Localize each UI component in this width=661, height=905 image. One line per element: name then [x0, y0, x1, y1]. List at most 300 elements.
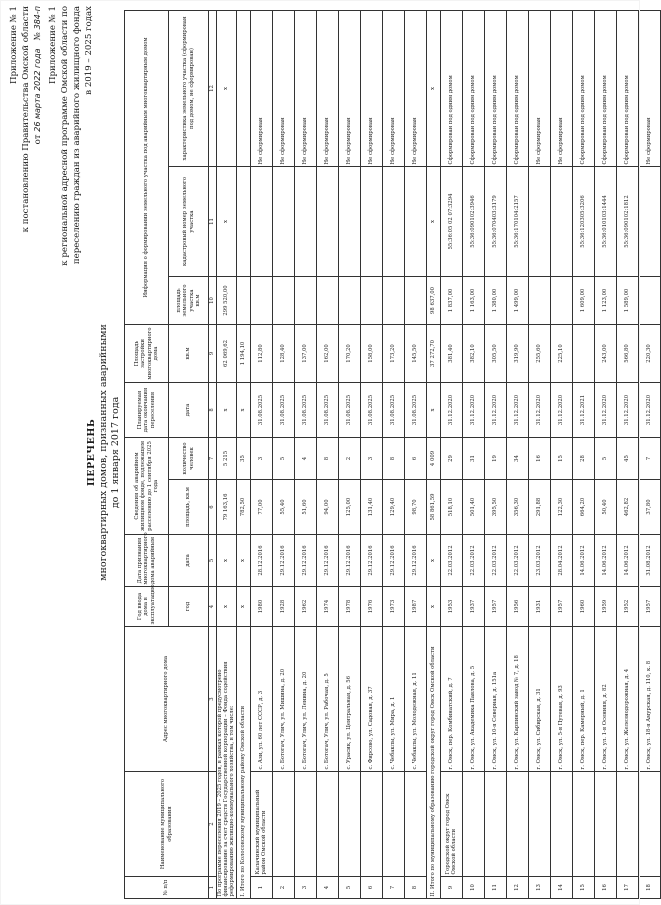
table-cell: г. Омск, ул. Академика Павлова, д. 5: [462, 627, 484, 772]
table-row: [528, 10, 550, 898]
table-cell: 8: [404, 877, 426, 899]
table-cell: 58 861,59: [426, 480, 440, 535]
appendix-label-second: Приложение № 1: [48, 6, 58, 84]
column-number: 12: [209, 10, 217, 166]
table-cell: 29.12.2016: [294, 535, 316, 587]
table-cell: [272, 276, 294, 324]
decree-line: к постановлению Правительства Омской области: [21, 6, 31, 233]
table-cell: с. Урасик, ул. Центральная, д. 56: [338, 627, 360, 772]
table-cell: 125,00: [338, 480, 360, 535]
table-cell: x: [217, 382, 237, 437]
table-cell: с. Ботогач, Улич, ул. Ленина, д. 20: [294, 627, 316, 772]
header-date-recognition: Дата признания многоквартирного дома аварийным: [125, 535, 169, 587]
table-cell: 4 009: [426, 437, 440, 479]
column-number: 7: [209, 437, 217, 479]
table-cell: [506, 772, 528, 877]
table-cell: 462,82: [616, 480, 638, 535]
table-cell: 14.06.2012: [572, 535, 594, 587]
table-cell: [404, 772, 426, 877]
table-cell: 1978: [338, 587, 360, 627]
table-cell: 5: [272, 437, 294, 479]
table-cell: 55:36:120305:3206: [572, 166, 594, 276]
table-cell: 381,40: [440, 324, 462, 382]
column-number: 9: [209, 324, 217, 382]
houses-table-wrap: [124, 11, 661, 899]
table-cell: 782,50: [236, 480, 250, 535]
table-cell: 299 520,00: [217, 276, 237, 324]
table-cell: 15: [572, 877, 594, 899]
table-cell: Не сформирован: [528, 10, 550, 166]
table-cell: [638, 166, 660, 276]
table-cell: 23.03.2012: [528, 535, 550, 587]
table-row: [484, 10, 506, 898]
header-municipality: Наименование муниципального образования: [125, 772, 209, 877]
table-cell: Не сформирован: [272, 10, 294, 166]
header-planned-date: Планируемая дата окончания переселения: [125, 382, 169, 437]
table-cell: [382, 276, 404, 324]
table-cell: г. Омск, ул. Железнодорожная, д. 4: [616, 627, 638, 772]
table-cell: 37 272,70: [426, 324, 440, 382]
subheader-land-sqm: кв.м: [194, 294, 201, 307]
table-cell: x: [217, 535, 237, 587]
table-cell: 3: [360, 437, 382, 479]
table-cell: 1 609,00: [572, 276, 594, 324]
table-cell: 382,10: [462, 324, 484, 382]
table-cell: 291,88: [528, 480, 550, 535]
table-cell: 319,90: [506, 324, 528, 382]
table-cell: [528, 166, 550, 276]
table-cell: 55:36:05 02 07:3294: [440, 166, 462, 276]
column-number: 10: [209, 276, 217, 324]
table-cell: [550, 276, 572, 324]
table-cell: 173,20: [382, 324, 404, 382]
table-cell: Сформирован под одним домом: [462, 10, 484, 166]
table-cell: Не сформирован: [550, 10, 572, 166]
table-cell: 62 069,62: [217, 324, 237, 382]
table-cell: 1928: [272, 587, 294, 627]
header-no: № п/п: [125, 877, 209, 899]
table-row: [594, 10, 616, 898]
table-cell: 7: [638, 437, 660, 479]
table-cell: 22.03.2012: [440, 535, 462, 587]
table-cell: 98,70: [404, 480, 426, 535]
table-cell: 3: [250, 437, 272, 479]
table-cell: 664,20: [572, 480, 594, 535]
table-cell: 158,00: [360, 324, 382, 382]
table-cell: 29.12.2016: [404, 535, 426, 587]
table-cell: x: [217, 587, 237, 627]
table-cell: 28: [572, 437, 594, 479]
table-cell: 55:36:090102:3946: [462, 166, 484, 276]
table-cell: 170,20: [338, 324, 360, 382]
table-cell: 77,00: [250, 480, 272, 535]
table-cell: [338, 276, 360, 324]
table-cell: 1959: [594, 587, 616, 627]
subheader-residents: количество человек: [169, 437, 209, 479]
subheader-sqm: кв.м: [169, 324, 209, 382]
title-line-1: ПЕРЕЧЕНЬ: [86, 418, 97, 487]
program-line-2: переселению граждан из аварийного жилищного фонда: [72, 6, 82, 265]
table-cell: [404, 166, 426, 276]
table-cell: 55:36:010103:1444: [594, 166, 616, 276]
table-cell: 29.12.2016: [338, 535, 360, 587]
table-cell: [294, 166, 316, 276]
table-cell: [338, 772, 360, 877]
table-cell: 1931: [528, 587, 550, 627]
table-cell: 1974: [316, 587, 338, 627]
table-row: [550, 10, 572, 898]
table-cell: 31.08.2025: [338, 382, 360, 437]
subheader-characteristic: характеристика земельного участка (сформирован под домом, не сформирован): [169, 10, 209, 166]
column-number-row: [209, 10, 217, 898]
table-cell: 31.08.2025: [294, 382, 316, 437]
table-cell: 31.08.2025: [316, 382, 338, 437]
table-cell: x: [426, 535, 440, 587]
table-cell: 35: [236, 437, 250, 479]
table-cell: 31.12.2020: [528, 382, 550, 437]
table-cell: 137,00: [294, 324, 316, 382]
table-cell: 501,40: [462, 480, 484, 535]
table-cell: 5: [594, 437, 616, 479]
table-cell: 1 380,00: [484, 276, 506, 324]
table-cell: Не сформирован: [404, 10, 426, 166]
table-cell: 51,60: [294, 480, 316, 535]
column-number: 8: [209, 382, 217, 437]
table-cell: 31.08.2012: [638, 535, 660, 587]
table-row: [404, 10, 426, 898]
table-cell: 31.12.2021: [572, 382, 594, 437]
column-number: 6: [209, 480, 217, 535]
subheader-date: дата: [169, 535, 209, 587]
table-cell: 18: [638, 877, 660, 899]
column-number: 5: [209, 535, 217, 587]
table-cell: [294, 772, 316, 877]
program-line-3: в 2019 – 2025 годах: [84, 6, 94, 95]
title-line-2: многоквартирных домов, признанных аварийными: [98, 324, 109, 581]
table-cell: 1957: [484, 587, 506, 627]
table-cell: 1937: [462, 587, 484, 627]
table-cell: x: [236, 382, 250, 437]
table-cell: Не сформирован: [316, 10, 338, 166]
table-cell: 1957: [550, 587, 572, 627]
number-value: 384-п: [33, 6, 42, 30]
table-cell: Не сформирован: [294, 10, 316, 166]
header-demolition-area: Площадь застройки многоквартирного дома: [125, 324, 169, 382]
date-value: 26 марта 2022 года: [33, 48, 42, 132]
table-cell: I. Итого по Колосовскому муниципальному району Омской области: [236, 627, 250, 899]
table-cell: 122,30: [550, 480, 572, 535]
subheader-cadastral: кадастровый номер земельного участка: [169, 166, 209, 276]
table-cell: 1 194,10: [236, 324, 250, 382]
table-cell: г. Омск, ул. Сибирская, д. 31: [528, 627, 550, 772]
table-cell: 79 163,16: [217, 480, 237, 535]
table-cell: 15: [550, 437, 572, 479]
table-cell: г. Омск, ул. 1-я Осенняя, д. 82: [594, 627, 616, 772]
table-cell: [550, 166, 572, 276]
table-cell: 6: [404, 437, 426, 479]
header-land-info: Информация о формировании земельного участка под аварийным многоквартирным домом: [125, 10, 169, 324]
table-cell: 16: [528, 437, 550, 479]
table-cell: x: [217, 10, 237, 166]
table-row: [272, 10, 294, 898]
table-cell: [316, 276, 338, 324]
table-cell: x: [217, 166, 237, 276]
column-number: 2: [209, 772, 217, 877]
table-cell: 1953: [440, 587, 462, 627]
table-cell: 395,50: [484, 480, 506, 535]
table-cell: 1 837,00: [440, 276, 462, 324]
table-cell: Не сформирован: [638, 10, 660, 166]
date-prefix: от: [33, 134, 43, 145]
table-cell: 14.06.2012: [616, 535, 638, 587]
table-cell: x: [426, 587, 440, 627]
table-cell: [404, 276, 426, 324]
header-address: Адрес многоквартирного дома: [125, 627, 209, 772]
table-cell: Не сформирован: [382, 10, 404, 166]
table-cell: 162,00: [316, 324, 338, 382]
appendix-label: Приложение № 1: [9, 6, 19, 84]
table-cell: 29.12.2016: [360, 535, 382, 587]
table-cell: 7: [382, 877, 404, 899]
table-body: [217, 10, 661, 898]
table-cell: 145,50: [404, 324, 426, 382]
table-row: [572, 10, 594, 898]
table-cell: 1960: [572, 587, 594, 627]
table-cell: 31.12.2020: [638, 382, 660, 437]
table-cell: 6: [360, 877, 382, 899]
table-cell: с. Ази, ул. 60 лет СССР, д. 3: [250, 627, 272, 772]
table-cell: [272, 166, 294, 276]
table-cell: 10: [462, 877, 484, 899]
table-cell: 45: [616, 437, 638, 479]
table-cell: 31.08.2025: [382, 382, 404, 437]
table-cell: с. Фирсово, ул. Садовая, д. 37: [360, 627, 382, 772]
table-cell: [316, 166, 338, 276]
table-cell: [382, 166, 404, 276]
table-cell: Не сформирован: [338, 10, 360, 166]
table-cell: 1952: [616, 587, 638, 627]
table-cell: 94,00: [316, 480, 338, 535]
table-cell: 31.08.2025: [404, 382, 426, 437]
table-cell: [528, 276, 550, 324]
table-cell: 3: [294, 877, 316, 899]
subheader-year: год: [169, 587, 209, 627]
table-cell: г. Омск, пер. Камерный, д. 1: [572, 627, 594, 772]
subheader-land-area-label: площадь земельного участка: [176, 284, 195, 317]
table-cell: 1: [250, 877, 272, 899]
subheader-area: площадь, кв.м: [169, 480, 209, 535]
table-cell: 19: [484, 437, 506, 479]
table-cell: 31.12.2020: [462, 382, 484, 437]
table-cell: 5: [338, 877, 360, 899]
table-row: [316, 10, 338, 898]
table-cell: 22.03.2012: [506, 535, 528, 587]
table-cell: По программе переселения 2019 – 2025 годов, в рамках которой предусмотрено финансирование за счет средств Государственной корпорации – Фонда содействия реформированию жилищно-коммунального хозяйства, в том числе:: [217, 627, 237, 899]
table-cell: г. Омск, ул. 18-я Амурская, д. 110, к. 8: [638, 627, 660, 772]
table-cell: 28.04.2012: [550, 535, 572, 587]
column-number: 4: [209, 587, 217, 627]
table-cell: 5 215: [217, 437, 237, 479]
table-cell: 1956: [506, 587, 528, 627]
table-cell: x: [426, 166, 440, 276]
table-row: [462, 10, 484, 898]
decree-date-line: [32, 6, 44, 306]
table-row: [360, 10, 382, 898]
table-cell: [572, 324, 594, 382]
table-cell: 34: [506, 437, 528, 479]
table-cell: 28.12.2016: [250, 535, 272, 587]
table-cell: [272, 772, 294, 877]
table-cell: 8: [316, 437, 338, 479]
table-cell: 31.08.2025: [272, 382, 294, 437]
number-prefix: №: [33, 32, 43, 41]
table-cell: [360, 772, 382, 877]
table-cell: 1 123,00: [594, 276, 616, 324]
table-cell: 9: [440, 877, 462, 899]
table-cell: [250, 166, 272, 276]
table-cell: 22.03.2012: [484, 535, 506, 587]
title-line-3: до 1 января 2017 года: [110, 396, 121, 509]
table-cell: 4: [294, 437, 316, 479]
table-cell: 225,10: [550, 324, 572, 382]
table-cell: [594, 772, 616, 877]
table-cell: [462, 772, 484, 877]
table-cell: [360, 276, 382, 324]
table-cell: [236, 166, 250, 276]
table-cell: 255,60: [528, 324, 550, 382]
table-cell: 31.12.2020: [594, 382, 616, 437]
table-cell: Сформирован под одним домом: [506, 10, 528, 166]
table-cell: 1980: [250, 587, 272, 627]
table-cell: 31.12.2020: [506, 382, 528, 437]
table-cell: [236, 276, 250, 324]
table-cell: 31.08.2025: [250, 382, 272, 437]
table-cell: г. Омск, пер. Комбинатский, д. 7: [440, 627, 462, 772]
table-cell: 129,40: [382, 480, 404, 535]
table-cell: [338, 166, 360, 276]
subheader-land-area: [169, 276, 209, 324]
table-cell: 31: [462, 437, 484, 479]
table-cell: [382, 772, 404, 877]
table-cell: II. Итого по муниципальному образованию городской округ город Омск Омской области: [426, 627, 440, 899]
table-cell: [236, 10, 250, 166]
header-emergency-info: Сведения об аварийном жилищном фонде, подлежащем расселению до 1 сентября 2025 года: [125, 437, 169, 534]
table-cell: 29.12.2016: [382, 535, 404, 587]
table-cell: 4: [316, 877, 338, 899]
table-cell: с. Ботогач, Улич, ул. Мишина, д. 20: [272, 627, 294, 772]
table-cell: Не сформирован: [250, 10, 272, 166]
table-cell: 220,30: [638, 324, 660, 382]
table-cell: 305,50: [484, 324, 506, 382]
table-cell: 31.12.2020: [484, 382, 506, 437]
table-cell: [484, 772, 506, 877]
table-cell: 29.12.2016: [316, 535, 338, 587]
table-cell: 16: [594, 877, 616, 899]
table-cell: г. Омск, ул. Карпинский завод № 7, д. 18: [506, 627, 528, 772]
subheader-date2: дата: [169, 382, 209, 437]
table-cell: 1962: [294, 587, 316, 627]
table-cell: [528, 772, 550, 877]
table-cell: 566,80: [616, 324, 638, 382]
table-cell: [638, 276, 660, 324]
table-cell: 37,80: [638, 480, 660, 535]
table-cell: 1973: [382, 587, 404, 627]
table-row: [616, 10, 638, 898]
table-cell: x: [426, 10, 440, 166]
table-cell: 55:36:090102:1812: [616, 166, 638, 276]
table-cell: 31.12.2020: [440, 382, 462, 437]
table-row: [250, 10, 272, 898]
table-cell: Сформирован под одним домом: [484, 10, 506, 166]
table-cell: [616, 772, 638, 877]
table-cell: [360, 166, 382, 276]
table-cell: Сформирован под одним домом: [594, 10, 616, 166]
table-cell: 31.08.2025: [360, 382, 382, 437]
column-number: 11: [209, 166, 217, 276]
table-cell: 1 589,00: [616, 276, 638, 324]
table-cell: 29: [440, 437, 462, 479]
table-row: [506, 10, 528, 898]
header-year-commission: Год ввода дома в эксплуатацию: [125, 587, 169, 627]
table-cell: [638, 772, 660, 877]
table-cell: 243,00: [594, 324, 616, 382]
table-cell: Сформирован под одним домом: [616, 10, 638, 166]
table-cell: 55:36:070403:3179: [484, 166, 506, 276]
table-cell: 2: [272, 877, 294, 899]
table-cell: 11: [484, 877, 506, 899]
table-cell: 112,80: [250, 324, 272, 382]
table-row: [638, 10, 660, 898]
table-cell: 1 163,00: [462, 276, 484, 324]
table-cell: 12: [506, 877, 528, 899]
table-cell: с. Ботогач, Улич, ул. Рабочая, д. 5: [316, 627, 338, 772]
table-cell: 14: [550, 877, 572, 899]
table-cell: 22.03.2012: [462, 535, 484, 587]
table-cell: Калачинский муниципальный район Омской области: [250, 772, 272, 877]
table-cell: 128,40: [272, 324, 294, 382]
table-cell: Городской округ город Омск Омской области: [440, 772, 462, 877]
table-cell: с. Чебаклы, ул. Мира, д. 1: [382, 627, 404, 772]
table-cell: 31.12.2020: [616, 382, 638, 437]
table-cell: [294, 276, 316, 324]
table-cell: 17: [616, 877, 638, 899]
table-cell: 55,40: [272, 480, 294, 535]
table-cell: x: [236, 587, 250, 627]
table-row: [382, 10, 404, 898]
table-cell: 356,30: [506, 480, 528, 535]
table-cell: Сформирован под одним домом: [572, 10, 594, 166]
program-total-row: [217, 10, 237, 898]
table-cell: г. Омск, ул. 5-я Путевая, д. 93: [550, 627, 572, 772]
table-cell: 1987: [404, 587, 426, 627]
header-block: [8, 6, 95, 306]
table-cell: [250, 276, 272, 324]
table-cell: 2: [338, 437, 360, 479]
table-row: [440, 10, 462, 898]
section-total-row: [236, 10, 250, 898]
table-cell: 1 499,00: [506, 276, 528, 324]
table-cell: с. Чебаклы, ул. Молодежная, д. 11: [404, 627, 426, 772]
table-cell: 1976: [360, 587, 382, 627]
section-total-row: [426, 10, 440, 898]
table-cell: 98 637,00: [426, 276, 440, 324]
table-cell: Сформирован под одним домом: [440, 10, 462, 166]
column-number: 1: [209, 877, 217, 899]
table-row: [294, 10, 316, 898]
document-title: [86, 0, 122, 905]
table-cell: 31.12.2020: [550, 382, 572, 437]
table-cell: 55:36:170104:2157: [506, 166, 528, 276]
